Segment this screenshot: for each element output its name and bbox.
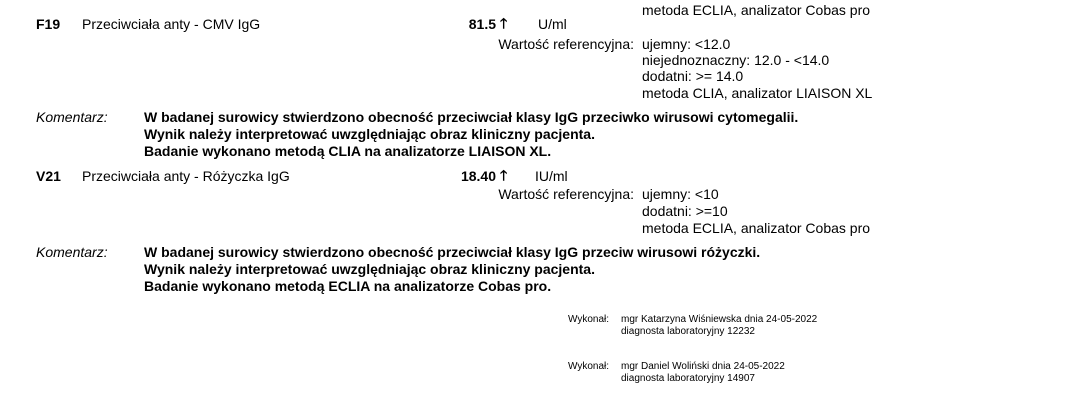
ref-line: dodatni: >= 14.0 bbox=[642, 68, 744, 84]
performer-label: Wykonał: bbox=[568, 314, 610, 325]
test-name: Przeciwciała anty - Różyczka IgG bbox=[82, 168, 290, 184]
arrow-up-icon: 🡑 bbox=[500, 15, 508, 31]
test-value: 81.5 bbox=[468, 16, 496, 32]
comment-line: W badanej surowicy stwierdzono obecność przeciwciał klasy IgG przeciw wirusowi różyczki. bbox=[144, 244, 761, 260]
test-unit: IU/ml bbox=[535, 168, 568, 184]
ref-line: dodatni: >=10 bbox=[642, 203, 728, 219]
ref-line: metoda ECLIA, analizator Cobas pro bbox=[642, 220, 871, 236]
previous-ref-fragment: metoda ECLIA, analizator Cobas pro bbox=[642, 2, 871, 18]
test-code: V21 bbox=[36, 168, 61, 184]
comment-label: Komentarz: bbox=[36, 244, 108, 260]
comment-line: Wynik należy interpretować uwzględniając obraz kliniczny pacjenta. bbox=[144, 261, 595, 277]
comment-line: W badanej surowicy stwierdzono obecność przeciwciał klasy IgG przeciwko wirusowi cytomegalii. bbox=[144, 109, 799, 125]
test-code: F19 bbox=[36, 16, 61, 32]
ref-line: ujemny: <10 bbox=[642, 186, 719, 202]
comment-line: Wynik należy interpretować uwzględniając obraz kliniczny pacjenta. bbox=[144, 126, 595, 142]
test-name: Przeciwciała anty - CMV IgG bbox=[82, 16, 261, 32]
ref-line: metoda CLIA, analizator LIAISON XL bbox=[642, 85, 873, 101]
performer-title: diagnosta laboratoryjny 12232 bbox=[621, 326, 755, 337]
comment-line: Badanie wykonano metodą ECLIA na analizatorze Cobas pro. bbox=[144, 278, 552, 294]
performer-name-date: mgr Katarzyna Wiśniewska dnia 24-05-2022 bbox=[621, 314, 818, 325]
comment-line: Badanie wykonano metodą CLIA na analizatorze LIAISON XL. bbox=[144, 143, 552, 159]
ref-line: ujemny: <12.0 bbox=[642, 36, 731, 52]
performer-title: diagnosta laboratoryjny 14907 bbox=[621, 373, 755, 384]
ref-label: Wartość referencyjna: bbox=[498, 186, 634, 202]
arrow-up-icon: 🡑 bbox=[500, 167, 508, 183]
test-unit: U/ml bbox=[538, 16, 567, 32]
test-value: 18.40 bbox=[460, 168, 496, 184]
ref-label: Wartość referencyjna: bbox=[498, 36, 634, 52]
comment-label: Komentarz: bbox=[36, 109, 108, 125]
ref-line: niejednoznaczny: 12.0 - <14.0 bbox=[642, 52, 830, 68]
performer-name-date: mgr Daniel Woliński dnia 24-05-2022 bbox=[621, 361, 785, 372]
performer-label: Wykonał: bbox=[568, 361, 610, 372]
